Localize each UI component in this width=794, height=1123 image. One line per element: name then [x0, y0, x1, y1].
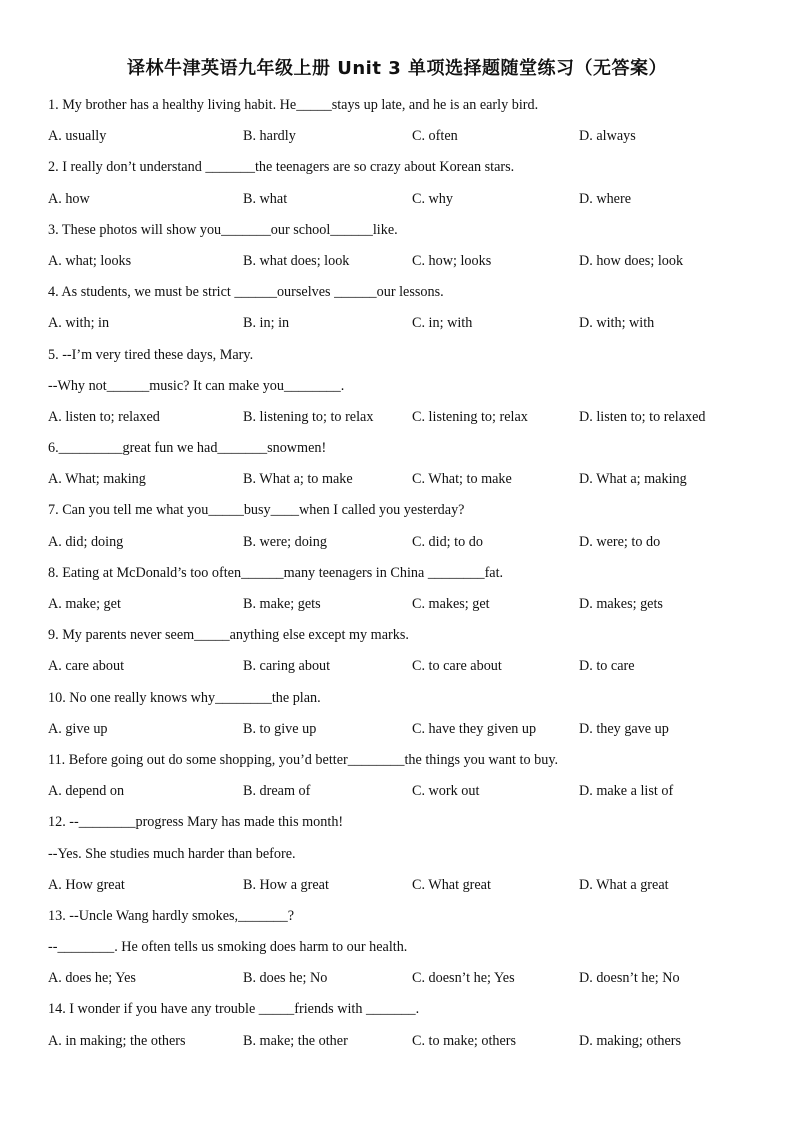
- option-d: D. What a; making: [579, 471, 687, 488]
- answer-options: [48, 532, 748, 563]
- option-d: D. makes; gets: [579, 596, 663, 612]
- option-b: B. dream of: [243, 783, 311, 800]
- question-dialogue-line: --Yes. She studies much harder than before.: [48, 845, 296, 862]
- option-c: C. to make; others: [412, 1032, 517, 1049]
- option-d: D. make a list of: [579, 783, 674, 800]
- question-stem: 6._________great fun we had_______snowmen!: [48, 440, 327, 457]
- question-stem: 14. I wonder if you have any trouble _____friends with _______.: [48, 1001, 420, 1018]
- question-stem: 12. --________progress Mary has made this month!: [48, 814, 344, 831]
- option-c: C. work out: [412, 783, 480, 800]
- option-c: C. makes; get: [412, 596, 490, 612]
- option-d: D. they gave up: [579, 720, 669, 737]
- answer-options: [48, 251, 748, 282]
- question-block: [48, 438, 748, 500]
- answer-options: [48, 407, 748, 438]
- option-b: B. does he; No: [243, 970, 328, 987]
- option-a: A. make; get: [48, 596, 121, 612]
- option-c: C. listening to; relax: [412, 408, 528, 425]
- question-block: [48, 563, 748, 625]
- option-b: B. What a; to make: [243, 471, 353, 488]
- answer-options: [48, 875, 748, 906]
- option-c: C. how; looks: [412, 252, 492, 269]
- option-a: A. care about: [48, 658, 125, 675]
- answer-options: [48, 126, 748, 157]
- option-b: B. listening to; to relax: [243, 408, 374, 425]
- option-a: A. What; making: [48, 471, 146, 488]
- answer-options: [48, 781, 748, 812]
- question-block: [48, 345, 748, 439]
- question-stem: 5. --I’m very tired these days, Mary.: [48, 346, 254, 363]
- option-b: B. what: [243, 190, 288, 207]
- option-b: B. were; doing: [243, 533, 327, 550]
- question-list: [48, 95, 748, 1062]
- option-d: D. were; to do: [579, 533, 661, 550]
- question-stem: 2. I really don’t understand _______the teenagers are so crazy about Korean stars.: [48, 159, 515, 176]
- question-block: [48, 999, 748, 1061]
- option-d: D. doesn’t he; No: [579, 970, 680, 987]
- option-c: C. in; with: [412, 315, 473, 332]
- option-a: A. what; looks: [48, 252, 132, 269]
- answer-options: [48, 656, 748, 687]
- question-block: [48, 500, 748, 562]
- option-d: D. listen to; to relaxed: [579, 408, 706, 425]
- question-stem: 10. No one really knows why________the plan.: [48, 689, 321, 706]
- option-a: A. How great: [48, 876, 125, 893]
- option-d: D. where: [579, 190, 631, 207]
- option-b: B. what does; look: [243, 252, 350, 269]
- option-a: A. how: [48, 190, 90, 207]
- question-stem: 7. Can you tell me what you_____busy____when I called you yesterday?: [48, 502, 465, 519]
- answer-options: [48, 968, 748, 999]
- option-d: D. What a great: [579, 876, 669, 893]
- option-c: C. often: [412, 128, 458, 145]
- answer-options: [48, 719, 748, 750]
- option-b: B. to give up: [243, 720, 317, 737]
- option-d: D. always: [579, 128, 636, 145]
- option-b: B. caring about: [243, 658, 331, 675]
- option-c: C. did; to do: [412, 533, 483, 550]
- option-a: A. listen to; relaxed: [48, 408, 160, 425]
- question-stem: 11. Before going out do some shopping, you’d better________the things you want to buy.: [48, 751, 559, 768]
- option-b: B. make; the other: [243, 1032, 348, 1049]
- question-dialogue-line: --________. He often tells us smoking does harm to our health.: [48, 939, 408, 956]
- answer-options: [48, 594, 748, 625]
- question-block: [48, 282, 748, 344]
- answer-options: [48, 189, 748, 220]
- question-block: [48, 750, 748, 812]
- answer-options: [48, 313, 748, 344]
- option-d: D. with; with: [579, 315, 655, 332]
- question-stem: 3. These photos will show you_______our school______like.: [48, 221, 398, 238]
- question-stem: 1. My brother has a healthy living habit. He_____stays up late, and he is an early bird.: [48, 97, 539, 113]
- question-stem: 4. As students, we must be strict ______ourselves ______our lessons.: [48, 284, 444, 301]
- option-c: C. What; to make: [412, 471, 512, 488]
- question-block: [48, 906, 748, 1000]
- question-block: [48, 812, 748, 906]
- option-c: C. to care about: [412, 658, 502, 675]
- question-block: [48, 625, 748, 687]
- question-block: [48, 95, 748, 157]
- option-d: D. how does; look: [579, 252, 684, 269]
- answer-options: [48, 1031, 748, 1062]
- option-a: A. give up: [48, 720, 108, 737]
- option-b: B. How a great: [243, 876, 329, 893]
- option-b: B. make; gets: [243, 596, 321, 612]
- option-c: C. have they given up: [412, 720, 537, 737]
- option-a: A. with; in: [48, 315, 110, 332]
- option-c: C. why: [412, 190, 453, 207]
- question-block: [48, 688, 748, 750]
- answer-options: [48, 469, 748, 500]
- question-dialogue-line: --Why not______music? It can make you________.: [48, 377, 345, 394]
- option-d: D. making; others: [579, 1032, 682, 1049]
- page-title: 译林牛津英语九年级上册 Unit 3 单项选择题随堂练习（无答案）: [126, 58, 668, 79]
- question-block: [48, 157, 748, 219]
- option-c: C. What great: [412, 876, 491, 893]
- question-stem: 9. My parents never seem_____anything else except my marks.: [48, 627, 409, 644]
- option-a: A. does he; Yes: [48, 970, 136, 987]
- option-c: C. doesn’t he; Yes: [412, 970, 515, 987]
- option-a: A. usually: [48, 128, 107, 145]
- option-a: A. in making; the others: [48, 1032, 186, 1049]
- option-b: B. in; in: [243, 315, 290, 332]
- option-a: A. depend on: [48, 783, 125, 800]
- option-a: A. did; doing: [48, 533, 124, 550]
- question-stem: 8. Eating at McDonald’s too often______many teenagers in China ________fat.: [48, 564, 504, 581]
- option-d: D. to care: [579, 658, 635, 675]
- question-block: [48, 220, 748, 282]
- question-stem: 13. --Uncle Wang hardly smokes,_______?: [48, 907, 295, 924]
- option-b: B. hardly: [243, 128, 296, 145]
